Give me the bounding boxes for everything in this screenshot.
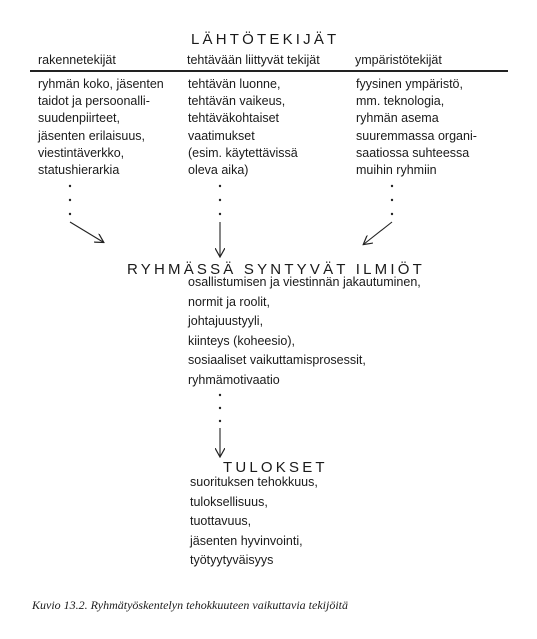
list-item: ryhmän koko, jäsenten [38,77,164,91]
list-item: kiinteys (koheesio), [188,333,295,348]
list-item: jäsenten hyvinvointi, [190,533,303,548]
list-item: vaatimukset [188,128,255,143]
list-item: jäsenten erilaisuus, [38,128,146,143]
list-item: johtajuustyyli, [188,314,264,328]
list-item: oleva aika) [188,163,249,178]
diagram-title-lahtotekijat: LÄHTÖTEKIJÄT [191,31,340,48]
dots-left [69,185,71,215]
list-item: ryhmän asema [356,111,439,126]
list-item: fyysinen ympäristö, [356,77,463,91]
list-item: saatiossa suhteessa [356,145,470,160]
diagram-title-ryhmassa-syntyvat-ilmiot: RYHMÄSSÄ SYNTYVÄT ILMIÖT [127,261,425,278]
dots-center-top [219,185,221,215]
column-heading-tehtavaan-liittyvat: tehtävään liittyvät tekijät [187,53,320,67]
diagram-title-tulokset: TULOKSET [223,459,328,476]
list-item: suorituksen tehokkuus, [190,475,318,489]
list-item: muihin ryhmiin [356,163,437,178]
list-item: taidot ja persoonalli- [38,94,150,109]
list-item: sosiaaliset vaikuttamisprosessit, [188,353,366,367]
list-item: mm. teknologia, [356,94,445,109]
column-heading-rakennetekijat: rakennetekijät [38,53,116,67]
dots-right [391,185,393,215]
dots-center-bottom [219,394,221,422]
column-heading-ymparistotekijat: ympäristötekijät [355,53,442,67]
figure-caption: Kuvio 13.2. Ryhmätyöskentelyn tehokkuuteen vaikuttavia tekijöitä [32,598,349,612]
list-item: ryhmämotivaatio [188,372,280,387]
list-item: suuremmassa organi- [356,128,477,143]
list-item: viestintäverkko, [38,145,125,160]
list-item: tuottavuus, [190,514,252,528]
list-item: osallistumisen ja viestinnän jakautuminen, [188,275,421,289]
list-item: tuloksellisuus, [190,494,268,509]
list-item: suudenpiirteet, [38,111,121,126]
list-item: statushierarkia [38,163,120,178]
list-item: normit ja roolit, [188,294,270,309]
list-item: tehtävän vaikeus, [188,94,286,109]
list-item: työtyytyväisyys [190,553,274,567]
arrow-right-to-middle [364,222,392,244]
list-item: tehtävän luonne, [188,77,281,91]
arrow-left-to-middle [70,222,103,242]
list-item: tehtäväkohtaiset [188,111,280,126]
list-item: (esim. käytettävissä [188,145,298,160]
